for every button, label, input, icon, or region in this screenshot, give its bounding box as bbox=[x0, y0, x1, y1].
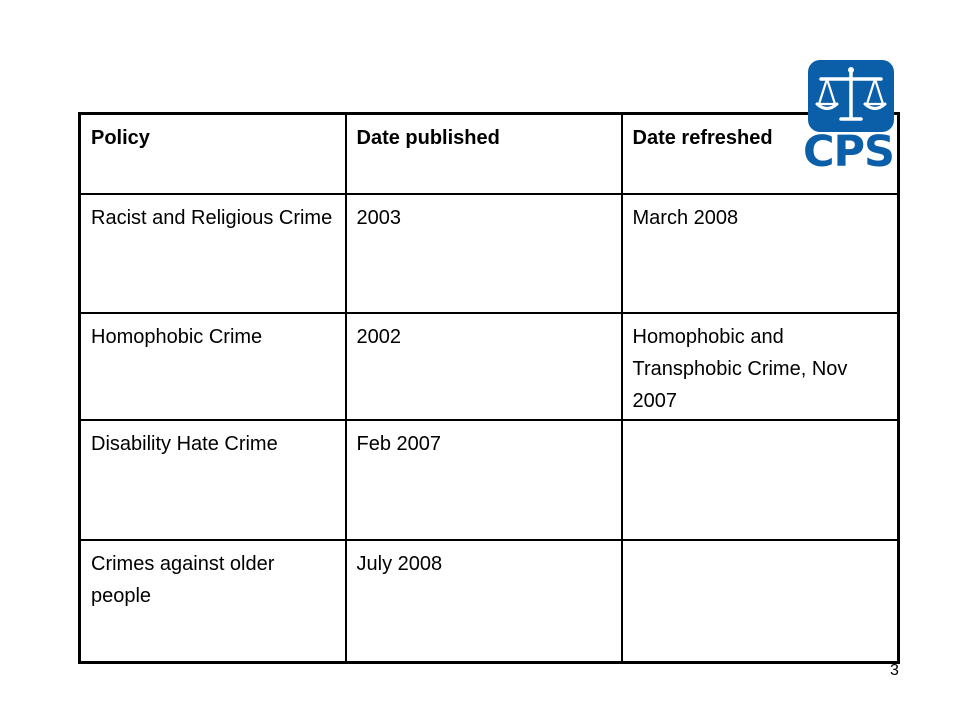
page-number: 3 bbox=[890, 662, 899, 679]
cell-date-refreshed: Homophobic and Transphobic Crime, Nov 2007 bbox=[622, 313, 899, 420]
cell-date-published: Feb 2007 bbox=[346, 420, 622, 540]
header-policy: Policy bbox=[80, 114, 346, 194]
cps-logo bbox=[802, 60, 896, 178]
logo-text: CPS bbox=[802, 127, 894, 177]
cell-date-published: 2002 bbox=[346, 313, 622, 420]
table-row bbox=[80, 194, 899, 313]
table-header-row bbox=[80, 114, 899, 194]
table-row bbox=[80, 313, 899, 420]
cell-policy: Crimes against older people bbox=[80, 540, 346, 663]
table-row bbox=[80, 540, 899, 663]
policy-table bbox=[78, 112, 900, 664]
table-row bbox=[80, 420, 899, 540]
cell-policy: Disability Hate Crime bbox=[80, 420, 346, 540]
scales-of-justice-icon bbox=[808, 60, 894, 132]
header-date-published: Date published bbox=[346, 114, 622, 194]
header-date-refreshed: Date refreshed bbox=[622, 114, 899, 194]
cell-policy: Racist and Religious Crime bbox=[80, 194, 346, 313]
cell-date-published: July 2008 bbox=[346, 540, 622, 663]
cell-date-refreshed bbox=[622, 420, 899, 540]
cell-date-refreshed: March 2008 bbox=[622, 194, 899, 313]
scales-badge bbox=[808, 60, 894, 132]
cell-policy: Homophobic Crime bbox=[80, 313, 346, 420]
cell-date-published: 2003 bbox=[346, 194, 622, 313]
cell-date-refreshed bbox=[622, 540, 899, 663]
